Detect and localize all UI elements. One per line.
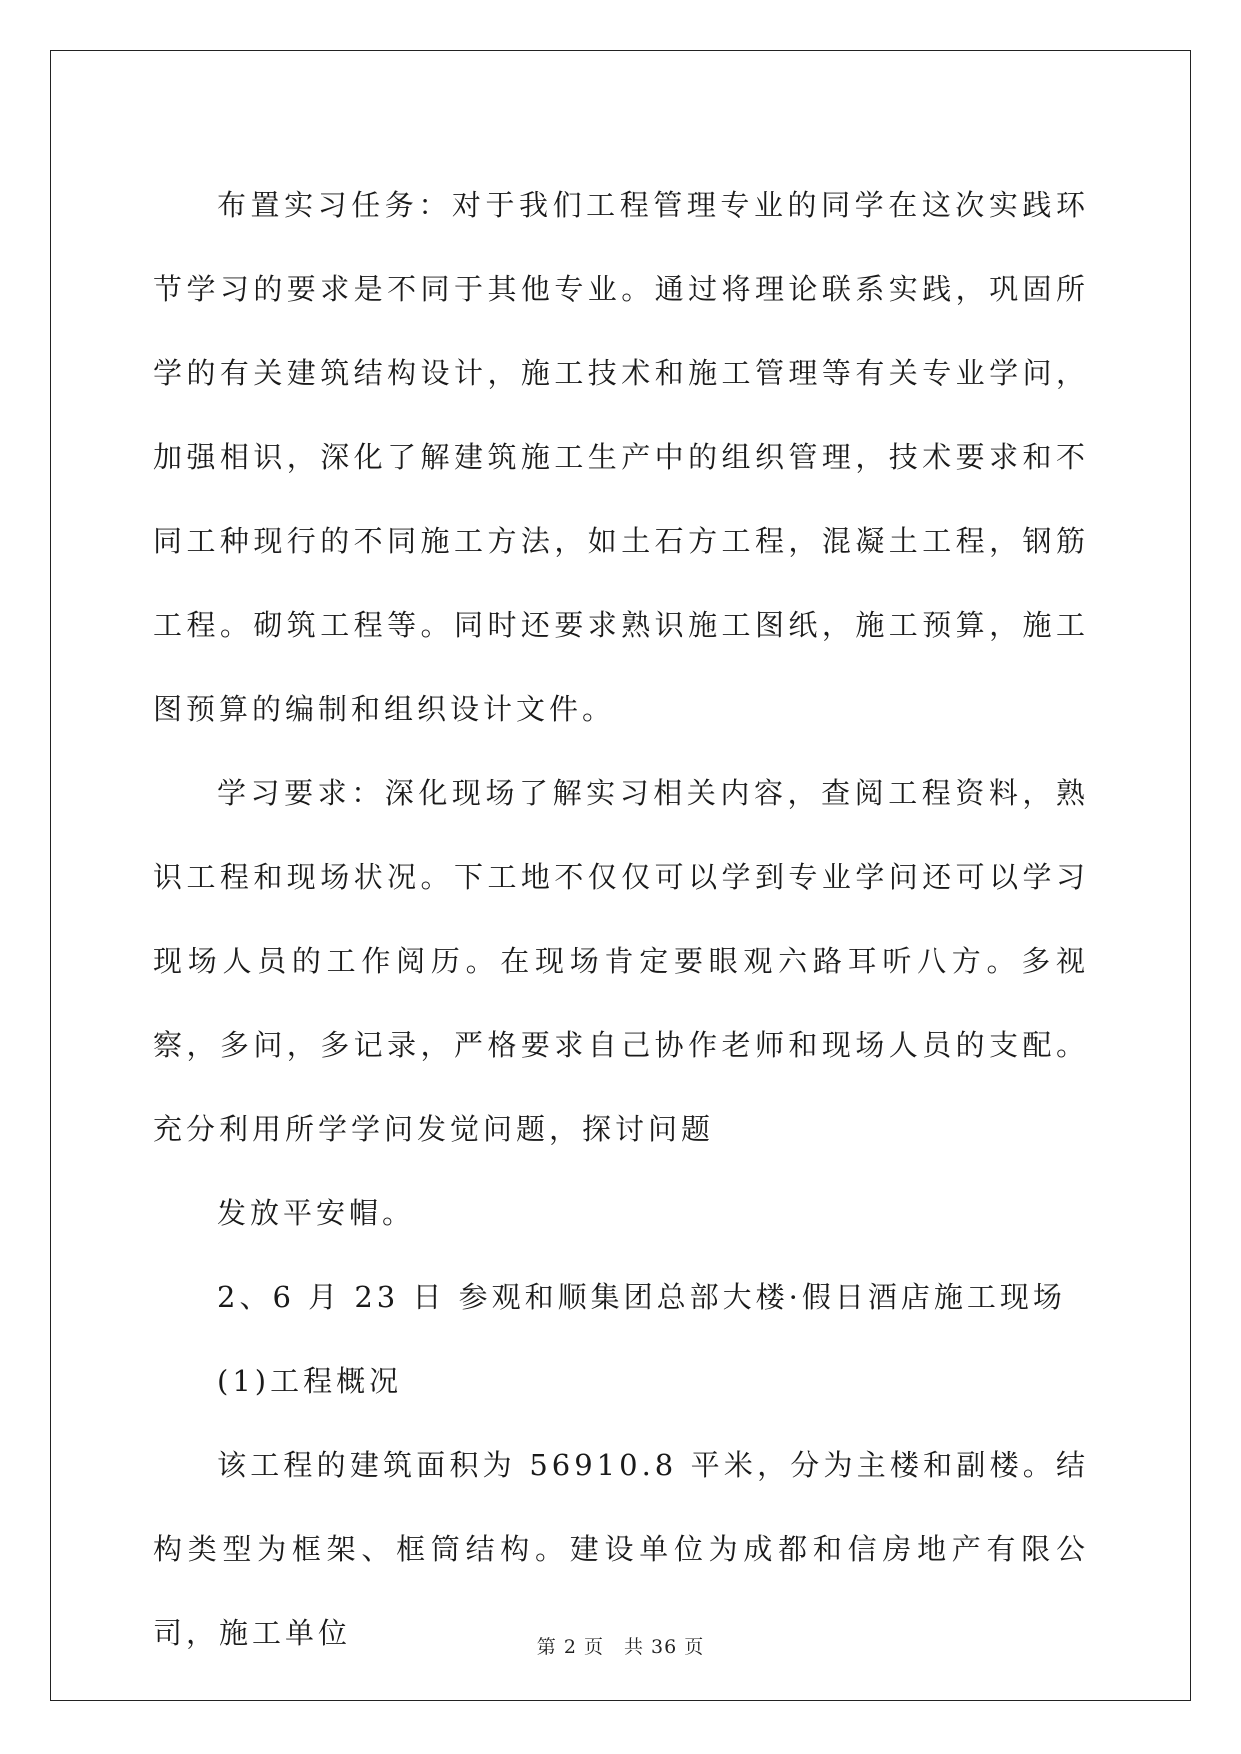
- page-number-footer: 第 2 页 共 36 页: [536, 1636, 705, 1658]
- paragraph-project-overview: 该工程的建筑面积为 56910.8 平米，分为主楼和副楼。结构类型为框架、框筒结构。建设单位为成都和信房地产有限公司，施工单位: [153, 1448, 1089, 1650]
- paragraph-project-overview-heading: (1)工程概况: [217, 1364, 403, 1398]
- paragraph-study-requirements: 学习要求：深化现场了解实习相关内容，查阅工程资料，熟识工程和现场状况。下工地不仅仅可以学到专业学问还可以学习现场人员的工作阅历。在现场肯定要眼观六路耳听八方。多视察，多问，多记录，严格要求自己协作老师和现场人员的支配。充分利用所学学问发觉问题，探讨问题: [153, 776, 1089, 1146]
- paragraph-safety-helmet: 发放平安帽。: [217, 1196, 416, 1230]
- paragraph-internship-task: 布置实习任务：对于我们工程管理专业的同学在这次实践环节学习的要求是不同于其他专业。通过将理论联系实践，巩固所学的有关建筑结构设计，施工技术和施工管理等有关专业学问，加强相识，深化了解建筑施工生产中的组织管理，技术要求和不同工种现行的不同施工方法，如土石方工程，混凝土工程，钢筋工程。砌筑工程等。同时还要求熟识施工图纸，施工预算，施工图预算的编制和组织设计文件。: [153, 188, 1089, 726]
- document-body: [153, 163, 1089, 1675]
- paragraph-visit-heading: 2、6 月 23 日 参观和顺集团总部大楼·假日酒店施工现场: [217, 1280, 1066, 1314]
